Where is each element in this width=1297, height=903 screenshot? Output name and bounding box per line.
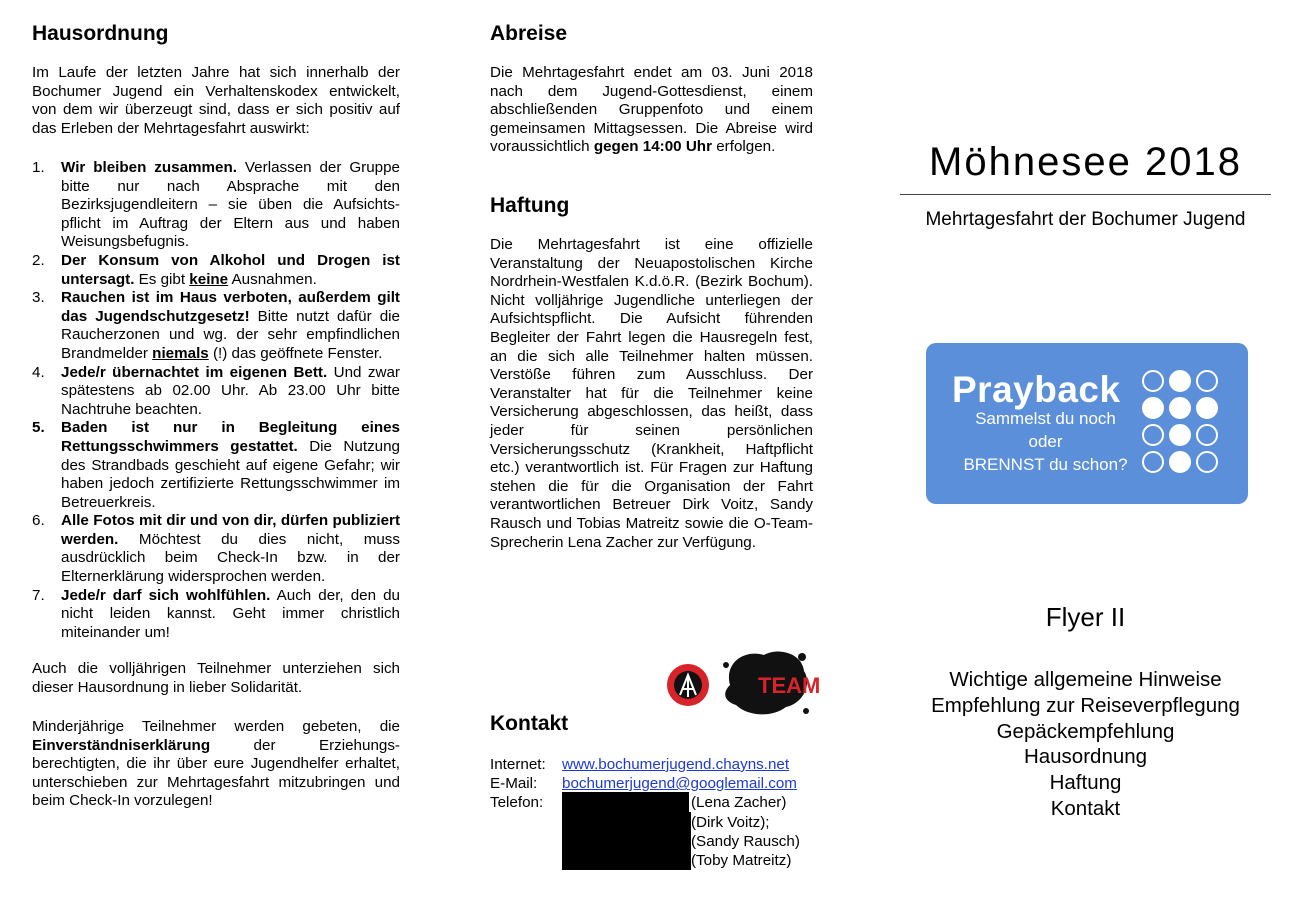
email-row [490,774,797,793]
prayback-logo-line: Sammelst du noch [975,409,1116,428]
rule-item: 6. Alle Fotos mit dir und von dir, dürfen publiziert werden. Möchtest du dies nicht, muss ausdrücklich beim Check-In bzw. in der Elternerklärung widersprochen werden. [32,512,400,586]
topic-item: Gepäckempfehlung [996,719,1175,743]
telefon-row [490,793,562,812]
email-link[interactable]: bochumerjugend@googlemail.com [562,775,797,792]
contact-name: (Lena Zacher) [691,794,787,811]
topic-item: Hausordnung [1023,745,1148,769]
haftung-heading: Haftung [490,194,570,217]
prayback-logo-line: BRENNST du schon? [963,455,1128,474]
flyer-label: Flyer II [1045,602,1126,632]
kontakt-heading: Kontakt [490,712,569,735]
topic-item: Haftung [1049,771,1122,795]
minors-paragraph: Minderjährige Teilnehmer werden gebeten, die Einverständniserklärung der Erziehungs-berechtigten, die ihr über eure Jugendhelfer erhaltet, unterschieben zur Mehrtagesfahrt mitzubringen und beim Check-In vorzulegen! [32,718,400,810]
topic-item: Empfehlung zur Reiseverpflegung [931,693,1240,717]
hausordnung-heading: Hausordnung [32,22,169,45]
rule-item: 1. Wir bleiben zusammen. Verlassen der Gruppe bitte nur nach Absprache mit den Bezirksjugendleitern – sie üben die Aufsichts-pflicht im Auftrag der Eltern aus und haben Weisungsbefugnis. [32,159,400,251]
abreise-text: Die Mehrtagesfahrt endet am 03. Juni 2018 nach dem Jugend-Gottesdienst, einem abschließenden Gruppenfoto und einem gemeinsamen Mittagsessen. Die Abreise wird voraussichtlich gegen 14:00 Uhr erfolgen. [490,64,813,156]
prayback-logo [926,343,1248,504]
topic-item: Kontakt [1050,796,1121,820]
haftung-text: Die Mehrtagesfahrt ist eine offizielle Veranstaltung der Neuapostolischen Kirche Nordrhein-Westfalen K.d.ö.R. (Bezirk Bochum). Nicht volljährige Jugendliche unterliegen der Aufsichtspflicht. Die Aufsicht führenden Begleiter der Fahrt legen die Hausregeln fest, an die sich alle Teilnehmer halten müssen. Verstöße führen zum Ausschluss. Der Veranstalter hat für die Teilnehmer keine Versicherung abgeschlossen, das heißt, dass jeder für seinen persönlichen Versicherungsschutz (Krankheit, Haftpflicht etc.) verantwortlich ist. Für Fragen zur Haftung stehen die für die Organisation der Fahrt verantwortlichen Betreuer Dirk Voitz, Sandy Rausch und Tobias Matreitz sowie die O-Team-Sprecherin Lena Zacher zur Verfügung. [490,236,813,551]
rule-item: 2. Der Konsum von Alkohol und Drogen ist untersagt. Es gibt keine Ausnahmen. [32,251,400,288]
abreise-heading: Abreise [490,22,568,45]
email-label: E-Mail: [490,775,538,792]
rule-item: 7. Jede/r darf sich wohlfühlen. Auch der, den du nicht leiden kannst. Geht immer christlich miteinander um! [32,586,400,641]
title-divider [900,194,1271,195]
cover-subtitle: Mehrtagesfahrt der Bochumer Jugend [925,209,1246,230]
hausordnung-intro: Im Laufe der letzten Jahre hat sich innerhalb der Bochumer Jugend ein Verhaltenskodex entwickelt, von dem wir überzeugt sind, dass er sich positiv auf das Erleben der Mehrtagesfahrt auswirkt: [32,64,400,137]
contact-name: (Sandy Rausch) [691,833,800,850]
rule-item: 4. Jede/r übernachtet im eigenen Bett. Und zwar spätestens ab 02.00 Uhr. Ab 23.00 Uhr bitte Nachtruhe beachten. [32,363,400,418]
rule-item: 5. Baden ist nur in Begleitung eines Rettungsschwimmers gestattet. Die Nutzung des Strandbads geschieht auf eigene Gefahr; wir haben jedoch zertifizierte Rettungsschwimmer im Betreuerkreis. [32,419,401,511]
redacted-phone [562,812,691,870]
cover-title: Möhnesee 2018 [929,140,1242,184]
o-team-logo-text: TEAM [758,673,821,698]
redacted-phone [562,792,689,812]
prayback-logo-line: oder [1028,432,1063,451]
internet-label: Internet: [490,756,546,773]
topic-item: Wichtige allgemeine Hinweise [949,668,1222,691]
contact-name: (Dirk Voitz); [691,814,770,831]
contact-name: (Toby Matreitz) [691,852,792,869]
adults-paragraph: Auch die volljährigen Teilnehmer unterziehen sich dieser Hausordnung in lieber Solidarität. [32,660,400,696]
website-link[interactable]: www.bochumerjugend.chayns.net [562,756,790,773]
internet-row [490,755,789,774]
topics-list [900,667,1271,822]
telefon-label: Telefon: [490,794,544,811]
house-rules-list [32,159,400,642]
o-team-logo [666,645,821,720]
rule-item: 3. Rauchen ist im Haus verboten, außerdem gilt das Jugendschutzgesetz! Bitte nutzt dafür die Raucherzonen und wg. der sehr empfindlichen Brandmelder niemals (!) das geöffnete Fenster. [32,289,400,362]
prayback-logo-title: Prayback [952,369,1121,410]
